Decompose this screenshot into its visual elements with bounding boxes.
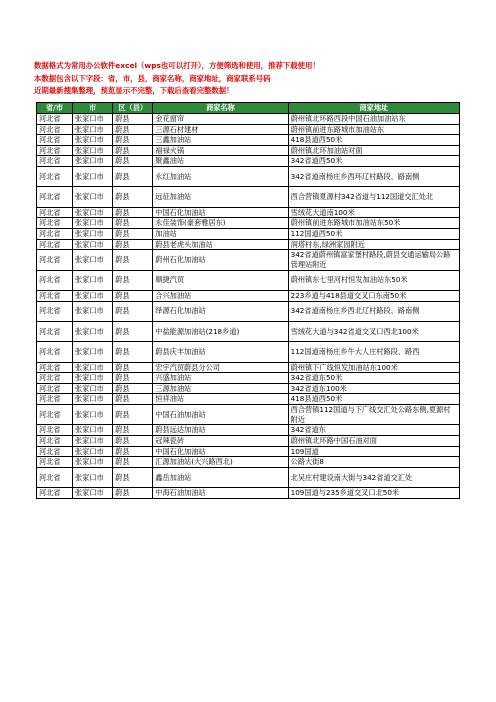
table-row (37, 342, 460, 362)
cell-county: 蔚县 (113, 467, 153, 487)
cell-city: 张家口市 (72, 145, 112, 156)
cell-province: 河北省 (37, 457, 73, 468)
cell-name: 鑫岳加油站 (153, 467, 288, 487)
table-row (37, 145, 460, 156)
cell-name: 冠辣瓷砖 (153, 436, 288, 447)
table-body (37, 114, 460, 499)
cell-province: 河北省 (37, 156, 73, 167)
cell-province: 河北省 (37, 228, 73, 239)
table-row (37, 187, 460, 207)
cell-province: 河北省 (37, 488, 73, 499)
cell-county: 蔚县 (113, 207, 153, 218)
table-row (37, 436, 460, 447)
merchant-table (36, 102, 460, 499)
cell-county: 蔚县 (113, 239, 153, 250)
table-row (37, 446, 460, 457)
cell-province: 河北省 (37, 239, 73, 250)
cell-province: 河北省 (37, 467, 73, 487)
cell-city: 张家口市 (72, 250, 112, 270)
cell-province: 河北省 (37, 187, 73, 207)
cell-city: 张家口市 (72, 373, 112, 384)
cell-address: 西合营镇夏源村342省道与112国道交汇处北 (288, 187, 459, 207)
header-county: 区（县） (113, 103, 153, 114)
cell-county: 蔚县 (113, 166, 153, 186)
cell-county: 蔚县 (113, 270, 153, 290)
table-row (37, 156, 460, 167)
cell-county: 蔚县 (113, 446, 153, 457)
cell-address: 蔚州镇北环路中国石油对面 (288, 436, 459, 447)
notice-line-1: 数据格式为常用办公软件excel（wps也可以打开），方便筛选和使用，推荐下载使用！ (34, 61, 320, 70)
cell-city: 张家口市 (72, 342, 112, 362)
notice-line-3: 近期最新搜集整理，预览显示不完整，下载后查看完整数据！ (34, 86, 234, 96)
cell-address: 西合营镇112国道与下广线交汇处公路东侧,夏源村附近 (288, 405, 459, 425)
cell-address: 蔚州镇前进东路城市加油站东 (288, 124, 459, 135)
cell-city: 张家口市 (72, 446, 112, 457)
cell-address: 109国道 (288, 446, 459, 457)
cell-address: 342省道蔚州镇富家堡村路段,蔚县交通运输局公路管理站附近 (288, 250, 459, 270)
cell-city: 张家口市 (72, 394, 112, 405)
cell-city: 张家口市 (72, 488, 112, 499)
header-province: 省/市 (37, 103, 73, 114)
cell-county: 蔚县 (113, 301, 153, 321)
cell-city: 张家口市 (72, 239, 112, 250)
cell-name: 永佳装饰(豪套雅居东) (153, 218, 288, 229)
cell-city: 张家口市 (72, 270, 112, 290)
cell-city: 张家口市 (72, 436, 112, 447)
notice-line-2: 本数据包含以下字段：省，市，县，商家名称，商家地址，商家联系号码 (34, 73, 271, 83)
cell-name: 蔚州石化加油站 (153, 250, 288, 270)
cell-address: 342省道南杨庄乡西环辽村路段、路南侧 (288, 166, 459, 186)
notice-block (34, 60, 320, 98)
cell-county: 蔚县 (113, 114, 153, 125)
cell-name: 中国石油加油站 (153, 405, 288, 425)
cell-address: 蔚州镇东七里河村恒发加油站东50米 (288, 270, 459, 290)
header-name: 商家名称 (153, 103, 288, 114)
table-row (37, 135, 460, 146)
table-header-row (37, 103, 460, 114)
cell-city: 张家口市 (72, 124, 112, 135)
cell-province: 河北省 (37, 321, 73, 341)
cell-province: 河北省 (37, 405, 73, 425)
cell-city: 张家口市 (72, 135, 112, 146)
cell-county: 蔚县 (113, 488, 153, 499)
cell-address: 112国道西50米 (288, 228, 459, 239)
cell-address: 109国道与235乡道交叉口北50米 (288, 488, 459, 499)
cell-county: 蔚县 (113, 457, 153, 468)
cell-name: 汇源加油站(大兴路西北) (153, 457, 288, 468)
cell-city: 张家口市 (72, 114, 112, 125)
cell-province: 河北省 (37, 362, 73, 373)
cell-province: 河北省 (37, 436, 73, 447)
table-row (37, 228, 460, 239)
cell-province: 河北省 (37, 124, 73, 135)
cell-province: 河北省 (37, 270, 73, 290)
cell-city: 张家口市 (72, 405, 112, 425)
cell-county: 蔚县 (113, 425, 153, 436)
cell-address: 342省道南杨庄乡西北辽村路段、路南侧 (288, 301, 459, 321)
cell-county: 蔚县 (113, 250, 153, 270)
table-row (37, 166, 460, 186)
cell-city: 张家口市 (72, 156, 112, 167)
cell-name: 福禄火锅 (153, 145, 288, 156)
cell-county: 蔚县 (113, 124, 153, 135)
table-row (37, 239, 460, 250)
cell-address: 雪绒花大道与342省道交叉口西北100米 (288, 321, 459, 341)
cell-address: 342省道西50米 (288, 156, 459, 167)
cell-address: 蔚州镇北环加油站对面 (288, 145, 459, 156)
cell-name: 中国石化加油站 (153, 207, 288, 218)
table-row (37, 321, 460, 341)
cell-province: 河北省 (37, 290, 73, 301)
table-row (37, 218, 460, 229)
cell-address: 342省道东100米 (288, 383, 459, 394)
table-row (37, 457, 460, 468)
cell-address: 342省道东50米 (288, 373, 459, 384)
cell-province: 河北省 (37, 145, 73, 156)
cell-name: 蔚县老虎头加油站 (153, 239, 288, 250)
cell-address: 342省道东 (288, 425, 459, 436)
cell-province: 河北省 (37, 166, 73, 186)
cell-county: 蔚县 (113, 187, 153, 207)
table-row (37, 124, 460, 135)
cell-city: 张家口市 (72, 301, 112, 321)
cell-city: 张家口市 (72, 383, 112, 394)
cell-county: 蔚县 (113, 321, 153, 341)
table-row (37, 373, 460, 384)
cell-city: 张家口市 (72, 228, 112, 239)
cell-city: 张家口市 (72, 362, 112, 373)
table-row (37, 394, 460, 405)
header-address: 商家地址 (288, 103, 459, 114)
cell-address: 蔚州镇下广线恒发加油站东100米 (288, 362, 459, 373)
cell-name: 中海石油加油站 (153, 488, 288, 499)
cell-name: 远征加油站 (153, 187, 288, 207)
cell-address: 112国道南杨庄乡牛大人庄村路段、路西 (288, 342, 459, 362)
table-row (37, 467, 460, 487)
cell-city: 张家口市 (72, 425, 112, 436)
cell-province: 河北省 (37, 135, 73, 146)
cell-name: 合兴加油站 (153, 290, 288, 301)
cell-address: 雪绒花大道南100米 (288, 207, 459, 218)
cell-name: 兴盛加油站 (153, 373, 288, 384)
cell-province: 河北省 (37, 446, 73, 457)
table-row (37, 405, 460, 425)
cell-city: 张家口市 (72, 218, 112, 229)
table-row (37, 250, 460, 270)
cell-address: 418县道西50米 (288, 135, 459, 146)
cell-county: 蔚县 (113, 218, 153, 229)
cell-name: 金花窗帘 (153, 114, 288, 125)
cell-county: 蔚县 (113, 342, 153, 362)
cell-province: 河北省 (37, 425, 73, 436)
cell-county: 蔚县 (113, 362, 153, 373)
cell-address: 北吴庄村建设南大街与342省道交汇处 (288, 467, 459, 487)
cell-name: 中盐能源加油站(218乡道) (153, 321, 288, 341)
cell-city: 张家口市 (72, 207, 112, 218)
cell-address: 蔚州镇北环路西段中国石油加油站东 (288, 114, 459, 125)
table-row (37, 425, 460, 436)
table-row (37, 270, 460, 290)
table-row (37, 290, 460, 301)
table-row (37, 383, 460, 394)
cell-county: 蔚县 (113, 228, 153, 239)
cell-address: 蔚州镇前进东路城市加油站东50米 (288, 218, 459, 229)
cell-name: 永红加油站 (153, 166, 288, 186)
cell-county: 蔚县 (113, 373, 153, 384)
table-row (37, 114, 460, 125)
cell-name: 绎源石化加油站 (153, 301, 288, 321)
cell-city: 张家口市 (72, 166, 112, 186)
cell-province: 河北省 (37, 373, 73, 384)
cell-county: 蔚县 (113, 436, 153, 447)
cell-name: 三源加油站 (153, 383, 288, 394)
cell-name: 中国石化加油站 (153, 446, 288, 457)
cell-name: 蔚县庆丰加油站 (153, 342, 288, 362)
cell-province: 河北省 (37, 301, 73, 321)
cell-province: 河北省 (37, 383, 73, 394)
cell-province: 河北省 (37, 207, 73, 218)
cell-county: 蔚县 (113, 145, 153, 156)
header-city: 市 (72, 103, 112, 114)
table-row (37, 362, 460, 373)
cell-county: 蔚县 (113, 394, 153, 405)
table-row (37, 301, 460, 321)
cell-city: 张家口市 (72, 457, 112, 468)
cell-address: 润塔村东,绿洲家园附近 (288, 239, 459, 250)
cell-name: 聚鑫油站 (153, 156, 288, 167)
cell-city: 张家口市 (72, 187, 112, 207)
cell-county: 蔚县 (113, 405, 153, 425)
cell-name: 加油站 (153, 228, 288, 239)
cell-province: 河北省 (37, 114, 73, 125)
cell-address: 418县道西50米 (288, 394, 459, 405)
cell-city: 张家口市 (72, 290, 112, 301)
cell-province: 河北省 (37, 218, 73, 229)
cell-county: 蔚县 (113, 383, 153, 394)
cell-city: 张家口市 (72, 467, 112, 487)
cell-province: 河北省 (37, 342, 73, 362)
cell-city: 张家口市 (72, 321, 112, 341)
cell-address: 223乡道与418县道交叉口东南50米 (288, 290, 459, 301)
cell-name: 宏宇汽贸蔚县分公司 (153, 362, 288, 373)
cell-province: 河北省 (37, 250, 73, 270)
cell-address: 公路大街8 (288, 457, 459, 468)
cell-county: 蔚县 (113, 135, 153, 146)
cell-name: 恒祥油站 (153, 394, 288, 405)
table-row (37, 207, 460, 218)
cell-name: 蔚县远达加油站 (153, 425, 288, 436)
cell-county: 蔚县 (113, 290, 153, 301)
cell-name: 顺捷汽贸 (153, 270, 288, 290)
cell-county: 蔚县 (113, 156, 153, 167)
table-row (37, 488, 460, 499)
cell-name: 三源石材建材 (153, 124, 288, 135)
cell-name: 三鑫加油站 (153, 135, 288, 146)
cell-province: 河北省 (37, 394, 73, 405)
